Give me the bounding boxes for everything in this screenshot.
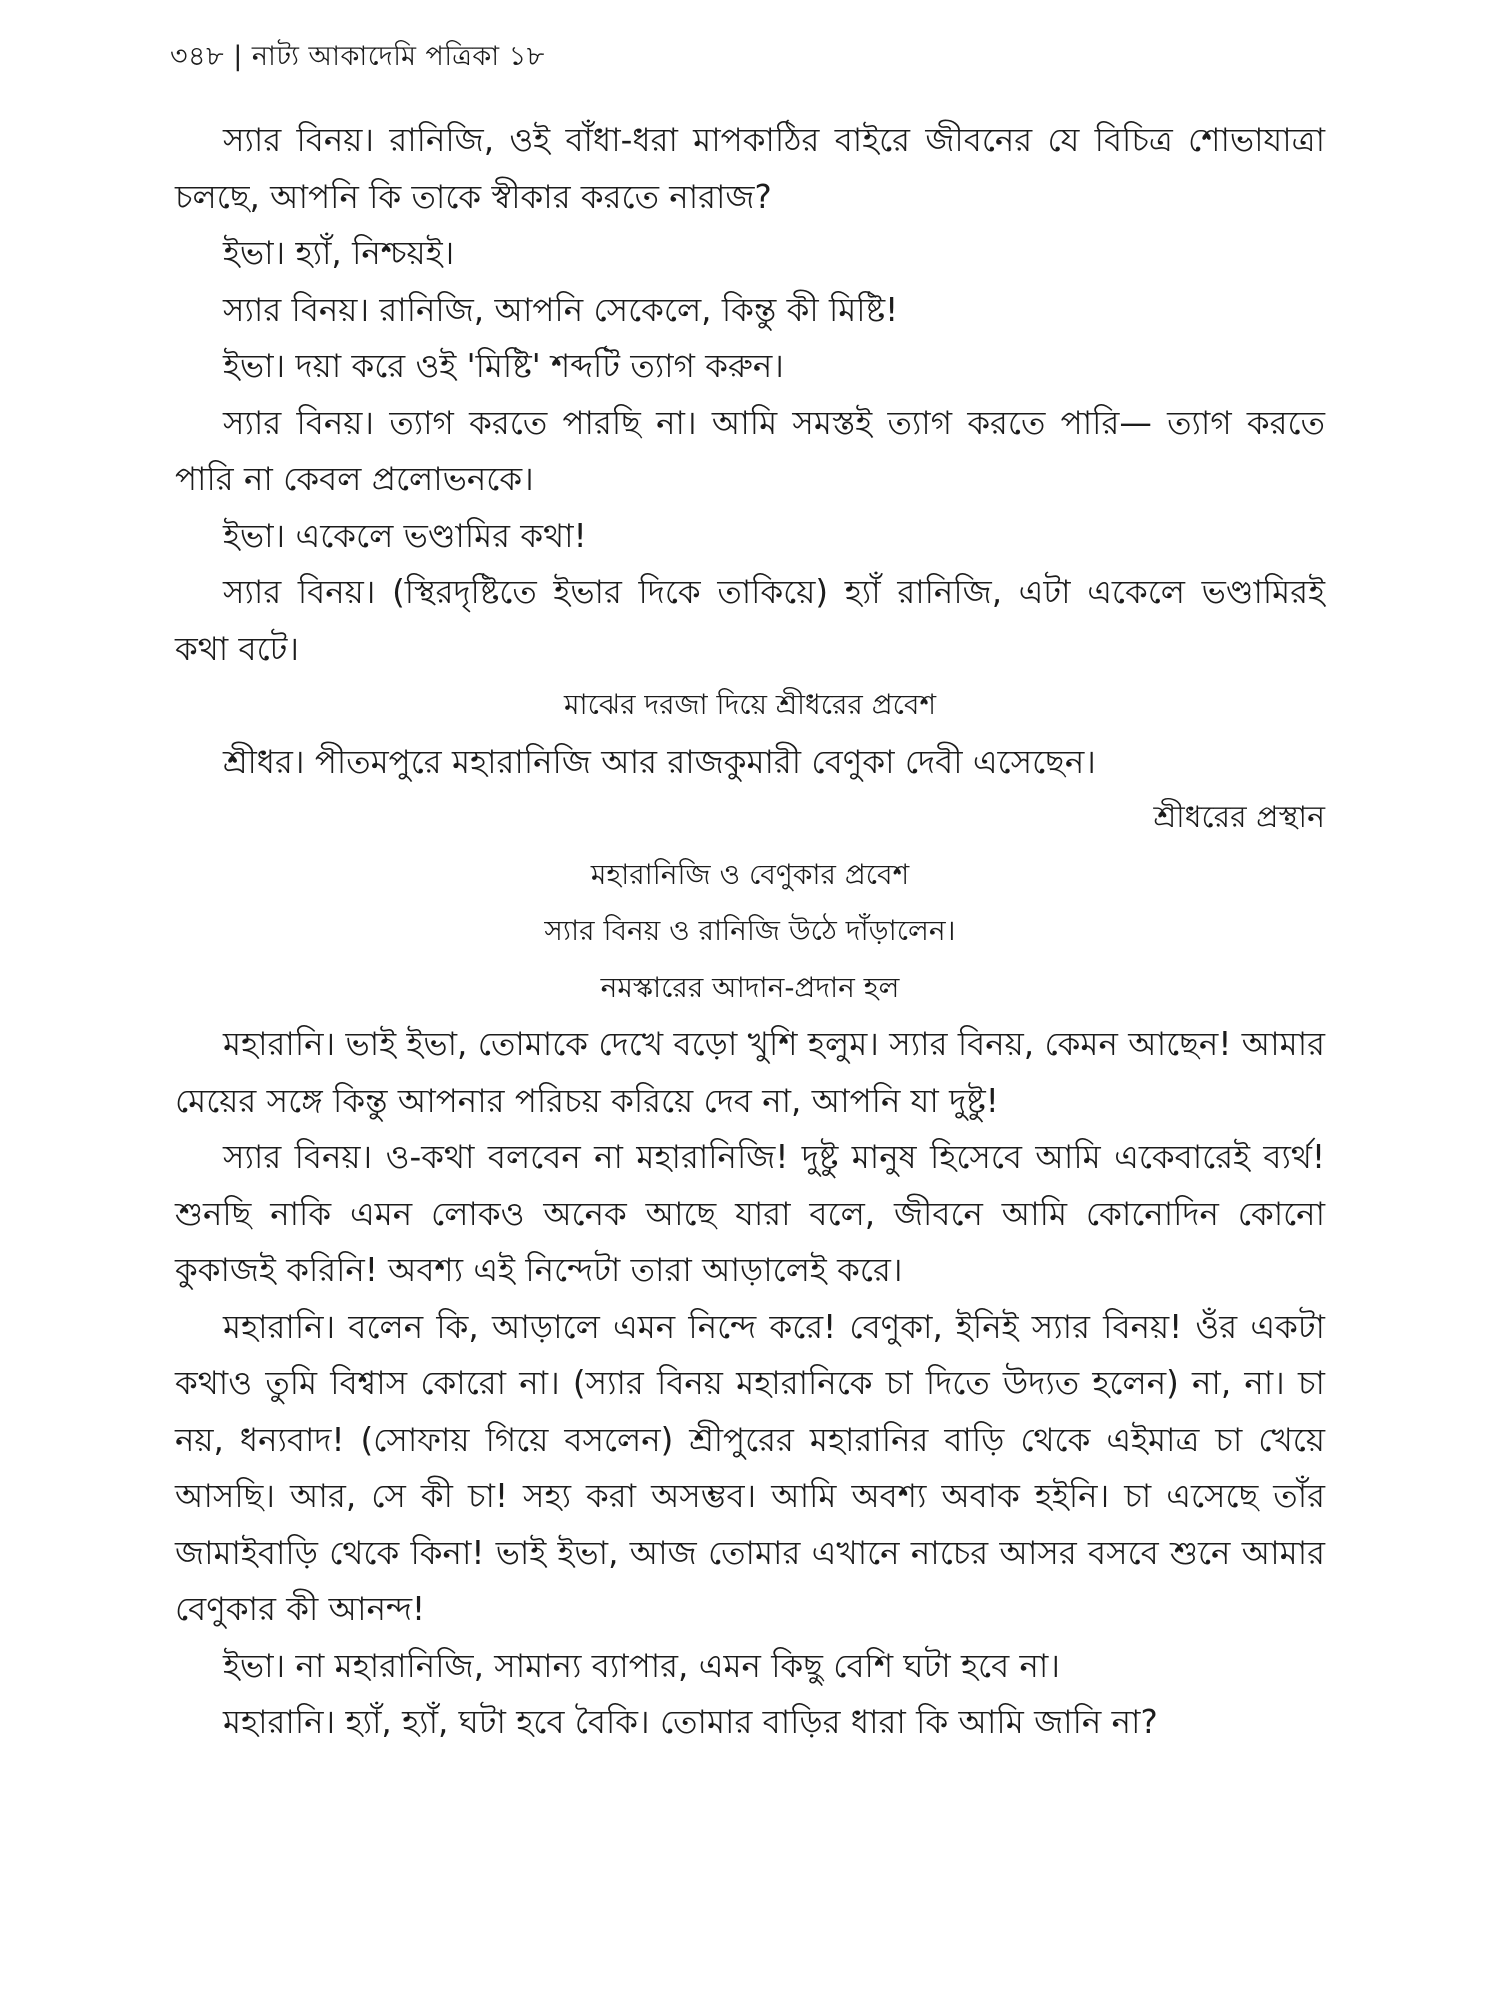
dialogue-paragraph: ইভা। একেলে ভণ্ডামির কথা! xyxy=(223,516,587,555)
dialogue-paragraph: মহারানি। বলেন কি, আড়ালে এমন নিন্দে করে! বেণুকা, ইনিই স্যার বিনয়! ওঁর একটা কথাও তুমি বিশ্বাস কোরো না। (স্যার বিনয় মহারানিকে চা দিতে উদ্যত হলেন) না, না। চা নয়, ধন্যবাদ! (সোফায় গিয়ে বসলেন) শ্রীপুরের মহারানির বাড়ি থেকে এইমাত্র চা খেয়ে আসছি। আর, সে কী চা! সহ্য করা অসম্ভব। আমি অবশ্য অবাক হইনি। চা এসেছে তাঁর জামাইবাড়ি থেকে কিনা! ভাই ইভা, আজ তোমার এখানে নাচের আসর বসবে শুনে আমার বেণুকার কী আনন্দ! xyxy=(175,1307,1325,1628)
dialogue-paragraph: ইভা। দয়া করে ওই 'মিষ্টি' শব্দটি ত্যাগ করুন। xyxy=(223,347,784,385)
page-number: ৩৪৮ xyxy=(170,41,225,72)
stage-direction-exit: শ্রীধরের প্রস্থান xyxy=(1153,800,1325,835)
stage-direction: স্যার বিনয় ও রানিজি উঠে দাঁড়ালেন। xyxy=(544,914,956,947)
journal-title: নাট্য আকাদেমি পত্রিকা ১৮ xyxy=(251,41,545,72)
page-body xyxy=(175,112,1325,1751)
stage-direction: মহারানিজি ও বেণুকার প্রবেশ xyxy=(590,857,910,891)
running-header xyxy=(170,36,545,81)
dialogue-paragraph: ইভা। হ্যাঁ, নিশ্চয়ই। xyxy=(223,234,455,272)
dialogue-paragraph: স্যার বিনয়। (স্থিরদৃষ্টিতে ইভার দিকে তাকিয়ে) হ্যাঁ রানিজি, এটা একেলে ভণ্ডামিরই কথা বটে। xyxy=(175,573,1325,668)
dialogue-paragraph: মহারানি। ভাই ইভা, তোমাকে দেখে বড়ো খুশি হলুম। স্যার বিনয়, কেমন আছেন! আমার মেয়ের সঙ্গে কিন্তু আপনার পরিচয় করিয়ে দেব না, আপনি যা দুষ্টু! xyxy=(175,1025,1325,1120)
dialogue-paragraph: মহারানি। হ্যাঁ, হ্যাঁ, ঘটা হবে বৈকি। তোমার বাড়ির ধারা কি আমি জানি না? xyxy=(223,1703,1158,1741)
dialogue-paragraph: স্যার বিনয়। রানিজি, ওই বাঁধা-ধরা মাপকাঠির বাইরে জীবনের যে বিচিত্র শোভাযাত্রা চলছে, আপনি কি তাকে স্বীকার করতে নারাজ? xyxy=(175,121,1325,216)
dialogue-paragraph: শ্রীধর। পীতমপুরে মহারানিজি আর রাজকুমারী বেণুকা দেবী এসেছেন। xyxy=(223,742,1096,781)
header-separator: | xyxy=(233,41,243,72)
stage-direction: মাঝের দরজা দিয়ে শ্রীধরের প্রবেশ xyxy=(563,688,937,721)
stage-direction: নমস্কারের আদান-প্রদান হল xyxy=(600,970,900,1004)
dialogue-paragraph: স্যার বিনয়। রানিজি, আপনি সেকেলে, কিন্তু কী মিষ্টি! xyxy=(223,290,899,329)
dialogue-paragraph: স্যার বিনয়। ত্যাগ করতে পারছি না। আমি সমস্তই ত্যাগ করতে পারি— ত্যাগ করতে পারি না কেবল প্রলোভনকে। xyxy=(175,403,1325,498)
dialogue-paragraph: স্যার বিনয়। ও-কথা বলবেন না মহারানিজি! দুষ্টু মানুষ হিসেবে আমি একেবারেই ব্যর্থ! শুনছি নাকি এমন লোকও অনেক আছে যারা বলে, জীবনে আমি কোনোদিন কোনো কুকাজই করিনি! অবশ্য এই নিন্দেটা তারা আড়ালেই করে। xyxy=(175,1138,1325,1289)
dialogue-paragraph: ইভা। না মহারানিজি, সামান্য ব্যাপার, এমন কিছু বেশি ঘটা হবে না। xyxy=(223,1646,1060,1685)
